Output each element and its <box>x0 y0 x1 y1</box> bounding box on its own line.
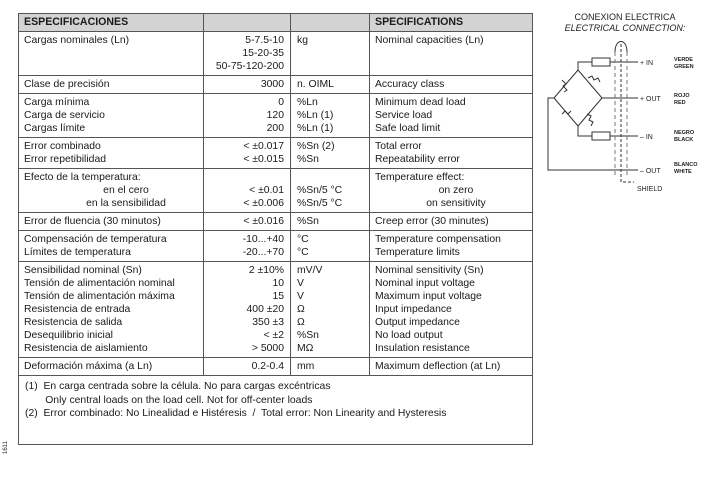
spec-label-en: Temperature compensation <box>375 234 501 245</box>
spec-label-en-cell <box>370 262 533 358</box>
spec-value: 15-20-35 <box>242 48 284 59</box>
lead-color-es-green: VERDE <box>674 57 693 63</box>
resistor-4 <box>562 111 571 114</box>
lead-color-en-green: GREEN <box>674 64 694 70</box>
spec-value: 120 <box>266 110 284 121</box>
lead-sign-out-minus: – OUT <box>640 168 661 175</box>
spec-value: -10...+40 <box>242 234 284 245</box>
side-code: 1611 <box>3 441 9 454</box>
spec-value: 0.2-0.4 <box>251 361 284 372</box>
spec-unit: %Ln <box>297 97 318 108</box>
lead-color-en-red: RED <box>674 100 686 106</box>
spec-value: < ±2 <box>263 330 284 341</box>
spec-value: < ±0.016 <box>243 216 284 227</box>
spec-value <box>209 171 284 184</box>
lead-color-en-white: WHITE <box>674 169 692 175</box>
spec-label-es-cell <box>19 138 204 169</box>
spec-body <box>19 14 533 445</box>
spec-label-es: Carga de servicio <box>24 110 105 121</box>
spec-value: < ±0.01 <box>249 185 284 196</box>
header-en: SPECIFICATIONS <box>370 14 533 32</box>
spec-table <box>18 13 533 445</box>
spec-label-es: Desequilibrio inicial <box>24 330 113 341</box>
spec-label-en: Total error <box>375 141 422 152</box>
spec-label-es: Sensibilidad nominal (Sn) <box>24 265 142 276</box>
spec-unit: %Sn/5 °C <box>297 198 343 209</box>
spec-unit-cell <box>291 231 370 262</box>
spec-unit-cell <box>291 169 370 213</box>
spec-unit <box>297 171 364 184</box>
spec-label-es: Error de fluencia (30 minutos) <box>24 216 161 227</box>
spec-label-es: Efecto de la temperatura: <box>24 172 141 183</box>
spec-value-cell <box>204 94 291 138</box>
spec-label-es-cell <box>19 231 204 262</box>
spec-unit: Ω <box>297 317 305 328</box>
spec-label-en-cell <box>370 94 533 138</box>
spec-label-es-cell <box>19 32 204 76</box>
wiring-diagram <box>540 32 710 197</box>
header-es: ESPECIFICACIONES <box>19 14 204 32</box>
spec-group <box>19 32 533 76</box>
spec-unit: MΩ <box>297 343 314 354</box>
spec-label-es: Límites de temperatura <box>24 247 131 258</box>
lead-sign-out-plus: + OUT <box>640 96 661 103</box>
spec-label-en-cell <box>370 213 533 231</box>
lead-sign-in-plus: + IN <box>640 60 654 67</box>
spec-unit: %Sn <box>297 216 319 227</box>
spec-label-en: Service load <box>375 110 433 121</box>
spec-value: < ±0.017 <box>243 141 284 152</box>
spec-unit: kg <box>297 35 308 46</box>
spec-value: < ±0.015 <box>243 154 284 165</box>
spec-unit: V <box>297 278 304 289</box>
spec-label-es-cell <box>19 262 204 358</box>
resistor-in-minus <box>592 132 610 140</box>
spec-value: 15 <box>272 291 284 302</box>
spec-unit: °C <box>297 247 309 258</box>
spec-value: < ±0.006 <box>243 198 284 209</box>
connection-title-en: ELECTRICAL CONNECTION: <box>564 23 686 33</box>
shield-label: SHIELD <box>637 186 663 193</box>
spec-unit-cell <box>291 94 370 138</box>
spec-label-en: on sensitivity <box>426 198 486 209</box>
spec-label-en-cell <box>370 32 533 76</box>
spec-value-cell <box>204 231 291 262</box>
spec-label-en: on zero <box>438 185 474 196</box>
spec-label-en: Nominal capacities (Ln) <box>375 35 484 46</box>
spec-label-en: No load output <box>375 330 443 341</box>
wire-in-plus <box>578 62 592 70</box>
spec-label-es: en el cero <box>103 185 149 196</box>
header-row <box>19 14 533 32</box>
spec-value-cell <box>204 213 291 231</box>
spec-label-es: Tensión de alimentación máxima <box>24 291 175 302</box>
spec-label-en: Temperature limits <box>375 247 460 258</box>
note-line: (1) En carga centrada sobre la célula. No para cargas excéntricas <box>25 381 331 392</box>
notes-cell <box>19 376 533 445</box>
spec-label-es-cell <box>19 213 204 231</box>
spec-group <box>19 138 533 169</box>
wire-in-minus <box>578 126 592 136</box>
spec-label-es: Cargas nominales (Ln) <box>24 35 130 46</box>
spec-group <box>19 358 533 376</box>
spec-unit-cell <box>291 138 370 169</box>
spec-label-en: Input impedance <box>375 304 452 315</box>
spec-label-es: Compensación de temperatura <box>24 234 167 245</box>
spec-label-es-cell <box>19 94 204 138</box>
spec-label-es: Resistencia de entrada <box>24 304 131 315</box>
spec-value-cell <box>204 262 291 358</box>
spec-unit: %Ln (1) <box>297 123 334 134</box>
spec-group <box>19 169 533 213</box>
spec-value-cell <box>204 76 291 94</box>
lead-color-es-red: ROJO <box>674 93 690 99</box>
spec-label-es-cell <box>19 358 204 376</box>
spec-label-en-cell <box>370 169 533 213</box>
spec-label-en: Nominal input voltage <box>375 278 475 289</box>
resistor-2 <box>588 76 600 82</box>
spec-value-cell <box>204 138 291 169</box>
spec-label-es-cell <box>19 169 204 213</box>
spec-label-es: Tensión de alimentación nominal <box>24 278 175 289</box>
spec-label-en-cell <box>370 76 533 94</box>
header-value <box>204 14 291 32</box>
spec-unit: %Sn (2) <box>297 141 335 152</box>
spec-label-es: Resistencia de aislamiento <box>24 343 148 354</box>
spacer <box>297 47 364 60</box>
spec-unit: n. OIML <box>297 79 334 90</box>
connection-title-es: CONEXION ELECTRICA <box>574 12 676 22</box>
bridge-arm-bottom-right <box>578 98 602 126</box>
note-line: (2) Error combinado: No Linealidad e Histéresis / Total error: Non Linearity and Hysteresis <box>25 408 447 419</box>
spec-group <box>19 231 533 262</box>
spec-value: 350 ±3 <box>252 317 284 328</box>
header-unit <box>291 14 370 32</box>
spec-group <box>19 262 533 358</box>
spec-label-es: Cargas límite <box>24 123 86 134</box>
spec-value: 3000 <box>260 79 284 90</box>
spec-unit-cell <box>291 32 370 76</box>
spec-label-es-cell <box>19 76 204 94</box>
spec-value: 0 <box>278 97 284 108</box>
note-line: Only central loads on the load cell. Not for off-center loads <box>25 394 313 406</box>
spec-unit: V <box>297 291 304 302</box>
spec-unit: °C <box>297 234 309 245</box>
spec-label-es: Resistencia de salida <box>24 317 123 328</box>
spec-label-en: Maximum input voltage <box>375 291 482 302</box>
spec-value: 5-7.5-10 <box>245 35 284 46</box>
spec-label-es: en la sensibilidad <box>86 198 166 209</box>
spec-label-en-cell <box>370 138 533 169</box>
spec-label-es: Deformación máxima (a Ln) <box>24 361 153 372</box>
spec-label-en-cell <box>370 231 533 262</box>
resistor-3 <box>587 114 593 126</box>
spec-value: 200 <box>266 123 284 134</box>
spec-unit-cell <box>291 76 370 94</box>
spec-label-es: Error combinado <box>24 141 101 152</box>
spec-label-en: Safe load limit <box>375 123 441 134</box>
lead-color-en-black: BLACK <box>674 137 694 143</box>
spec-unit-cell <box>291 262 370 358</box>
lead-sign-in-minus: – IN <box>640 134 653 141</box>
spec-value: -20...+70 <box>242 247 284 258</box>
spec-unit: mV/V <box>297 265 323 276</box>
spec-value-cell <box>204 358 291 376</box>
notes-row <box>19 376 533 445</box>
spec-label-en-cell <box>370 358 533 376</box>
spec-label-es: Error repetibilidad <box>24 154 107 165</box>
spec-label-en: Accuracy class <box>375 79 445 90</box>
spec-group <box>19 76 533 94</box>
shield-line <box>621 44 634 182</box>
spec-unit: mm <box>297 361 315 372</box>
spec-label-en: Nominal sensitivity (Sn) <box>375 265 484 276</box>
spacer <box>297 60 364 73</box>
resistor-in-plus <box>592 58 610 66</box>
spec-value-cell <box>204 32 291 76</box>
spec-unit: %Ln (1) <box>297 110 334 121</box>
lead-color-es-white: BLANCO <box>674 162 698 168</box>
spec-label-en: Maximum deflection (at Ln) <box>375 361 501 372</box>
spec-group <box>19 213 533 231</box>
spec-unit: %Sn/5 °C <box>297 185 343 196</box>
spec-value: 10 <box>272 278 284 289</box>
spec-label-en: Output impedance <box>375 317 460 328</box>
spec-value: 2 ±10% <box>248 265 284 276</box>
spec-value-cell <box>204 169 291 213</box>
spec-value: 50-75-120-200 <box>215 61 284 72</box>
spec-unit: Ω <box>297 304 305 315</box>
spec-label-en: Creep error (30 minutes) <box>375 216 489 227</box>
spec-label-en: Minimum dead load <box>375 97 466 108</box>
spec-label-en: Repeatability error <box>375 154 460 165</box>
spec-value: 400 ±20 <box>246 304 284 315</box>
spec-label-es: Clase de precisión <box>24 79 110 90</box>
spec-value: > 5000 <box>251 343 284 354</box>
spec-label-es: Carga mínima <box>24 97 90 108</box>
spec-label-en: Temperature effect: <box>375 172 465 183</box>
spec-label-en: Insulation resistance <box>375 343 470 354</box>
bridge-arm-top-right <box>578 70 602 98</box>
spec-unit: %Sn <box>297 154 319 165</box>
spec-group <box>19 94 533 138</box>
spec-unit: %Sn <box>297 330 319 341</box>
spec-unit-cell <box>291 358 370 376</box>
lead-color-es-black: NEGRO <box>674 130 695 136</box>
spec-unit-cell <box>291 213 370 231</box>
